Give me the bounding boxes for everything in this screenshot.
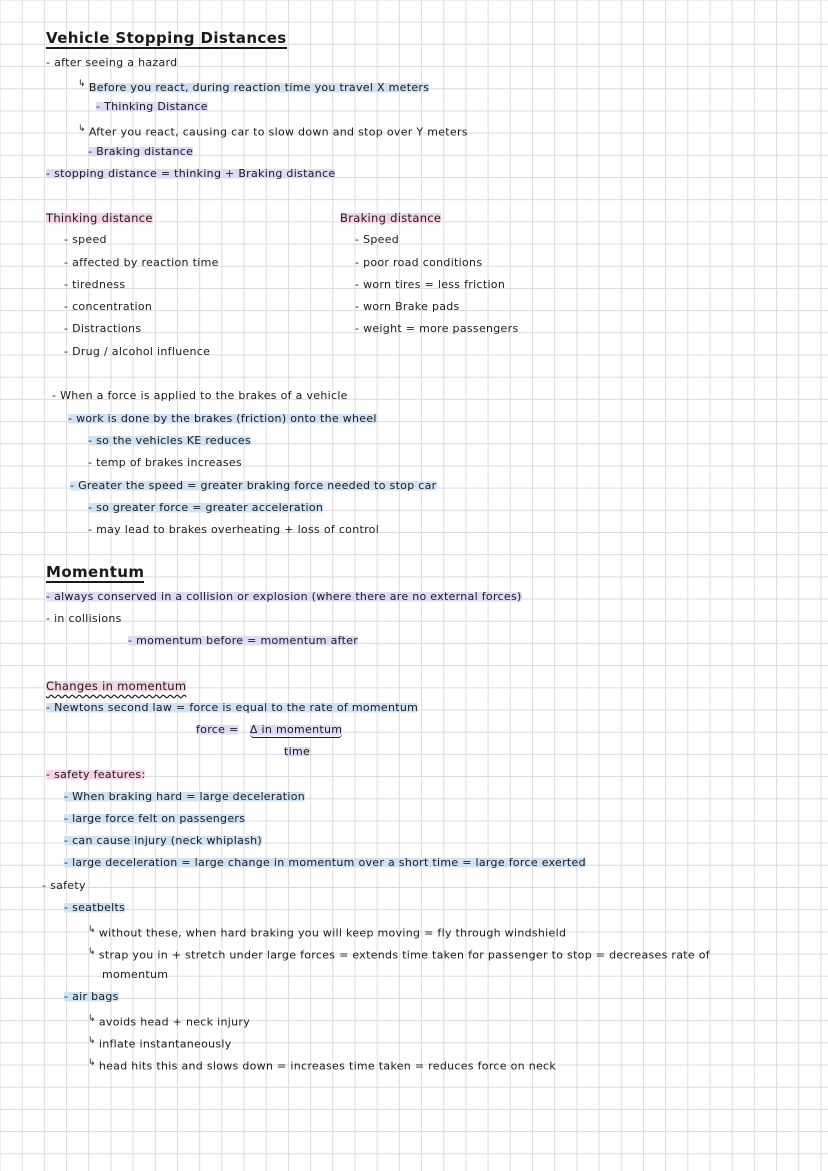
- note-line: - temp of brakes increases: [88, 456, 242, 469]
- note-line: - momentum before = momentum after: [128, 634, 359, 647]
- formula-denominator: time: [284, 745, 311, 758]
- section-title-momentum: Momentum: [46, 563, 145, 581]
- list-item: - tiredness: [64, 278, 126, 291]
- arrow-icon: ↳: [88, 1036, 96, 1046]
- section-title-changes-in-momentum: Changes in momentum: [46, 679, 187, 693]
- list-item: - large deceleration = large change in momentum over a short time = large force exerted: [64, 856, 586, 869]
- list-item: - worn Brake pads: [355, 300, 460, 313]
- note-line: - When a force is applied to the brakes of a vehicle: [52, 389, 348, 402]
- arrow-icon: ↳: [88, 947, 96, 957]
- arrow-icon: ↳: [78, 79, 86, 89]
- list-item: - Distractions: [64, 322, 142, 335]
- airbags-heading: - air bags: [64, 990, 119, 1003]
- note-line: - work is done by the brakes (friction) onto the wheel: [68, 412, 377, 425]
- note-line: ↳ Before you react, during reaction time you travel X meters: [78, 79, 430, 94]
- note-line: - stopping distance = thinking + Braking distance: [46, 167, 336, 180]
- list-item: - concentration: [64, 300, 153, 313]
- note-line: ↳ strap you in + stretch under large forces = extends time taken for passenger to stop = decreases rate of: [88, 947, 710, 962]
- note-line: - Thinking Distance: [96, 100, 208, 113]
- section-title-stopping-distances: Vehicle Stopping Distances: [46, 29, 287, 47]
- braking-distance-heading: Braking distance: [340, 211, 442, 225]
- arrow-icon: ↳: [88, 925, 96, 935]
- note-line: - so greater force = greater acceleration: [88, 501, 324, 514]
- list-item: - affected by reaction time: [64, 256, 219, 269]
- note-line: ↳ After you react, causing car to slow down and stop over Y meters: [78, 124, 468, 139]
- thinking-distance-heading: Thinking distance: [46, 211, 153, 225]
- note-line: - always conserved in a collision or explosion (where there are no external forces): [46, 590, 522, 603]
- note-line: - Newtons second law = force is equal to the rate of momentum: [46, 701, 419, 714]
- list-item: - worn tires = less friction: [355, 278, 506, 291]
- note-line: momentum: [102, 968, 169, 981]
- safety-heading: - safety: [42, 879, 86, 892]
- note-line: ↳ inflate instantaneously: [88, 1036, 232, 1051]
- list-item: - weight = more passengers: [355, 322, 519, 335]
- list-item: - When braking hard = large deceleration: [64, 790, 306, 803]
- list-item: - can cause injury (neck whiplash): [64, 834, 263, 847]
- safety-features-heading: - safety features:: [46, 768, 146, 781]
- note-line: - Braking distance: [88, 145, 194, 158]
- note-line: - in collisions: [46, 612, 122, 625]
- arrow-icon: ↳: [88, 1058, 96, 1068]
- note-line: ↳ head hits this and slows down = increases time taken = reduces force on neck: [88, 1058, 557, 1073]
- note-line: - after seeing a hazard: [46, 56, 178, 69]
- formula-numerator: Δ in momentum: [249, 723, 343, 736]
- list-item: - Speed: [355, 233, 400, 246]
- formula: force = Δ in momentum: [196, 723, 343, 736]
- note-line: - Greater the speed = greater braking force needed to stop car: [70, 479, 437, 492]
- list-item: - large force felt on passengers: [64, 812, 246, 825]
- note-line: ↳ without these, when hard braking you will keep moving = fly through windshield: [88, 925, 567, 940]
- arrow-icon: ↳: [78, 124, 86, 134]
- arrow-icon: ↳: [88, 1014, 96, 1024]
- note-line: - may lead to brakes overheating + loss of control: [88, 523, 380, 536]
- seatbelts-heading: - seatbelts: [64, 901, 126, 914]
- list-item: - speed: [64, 233, 107, 246]
- list-item: - poor road conditions: [355, 256, 483, 269]
- note-line: - so the vehicles KE reduces: [88, 434, 251, 447]
- note-line: ↳ avoids head + neck injury: [88, 1014, 251, 1029]
- list-item: - Drug / alcohol influence: [64, 345, 211, 358]
